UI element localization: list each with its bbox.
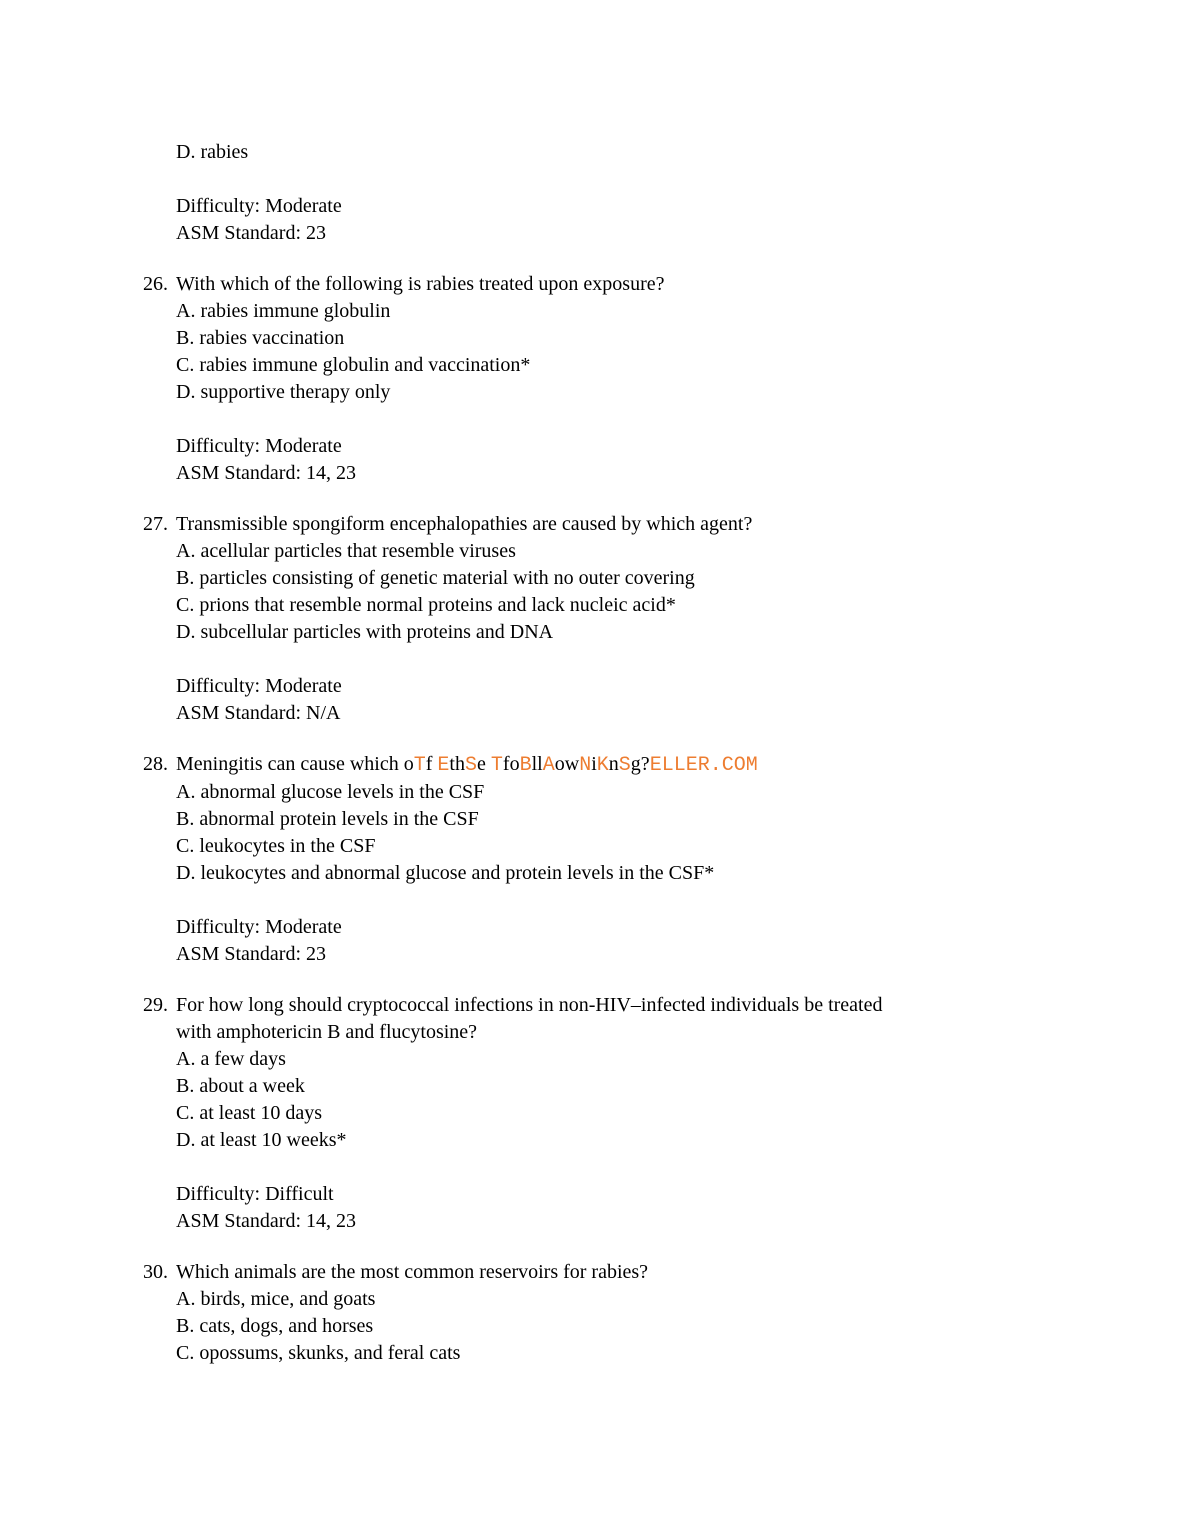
answer-option: A. birds, mice, and goats — [176, 1288, 376, 1310]
answer-option: B. about a week — [176, 1075, 305, 1097]
question-number: 29. — [143, 994, 168, 1016]
watermark-text: K — [596, 754, 609, 777]
question-body — [176, 992, 1070, 1235]
watermark-text: S — [464, 754, 477, 777]
question-number: 28. — [143, 753, 168, 775]
answer-option: C. at least 10 days — [176, 1102, 323, 1124]
question-item — [143, 1259, 1070, 1367]
question-text: For how long should cryptococcal infections in non-HIV–infected individuals be treated with amphotericin B and flucytosine? — [176, 994, 883, 1043]
question-number: 27. — [143, 513, 168, 535]
watermark-text: A — [542, 754, 555, 777]
answer-option: D. at least 10 weeks* — [176, 1129, 347, 1151]
question-text-fragment: ow — [554, 753, 580, 775]
difficulty-label: Difficulty: Moderate — [176, 435, 342, 457]
question-number: 30. — [143, 1261, 168, 1283]
question-text: Which animals are the most common reservoirs for rabies? — [176, 1261, 649, 1283]
question-text-fragment: n — [608, 753, 619, 775]
question-body — [176, 751, 1070, 968]
difficulty-label: Difficulty: Moderate — [176, 916, 342, 938]
answer-option: D. supportive therapy only — [176, 381, 391, 403]
answer-option: D. subcellular particles with proteins and DNA — [176, 621, 554, 643]
watermark-text: S — [618, 754, 631, 777]
watermark-text: ELLER.COM — [649, 754, 758, 777]
question-meta — [176, 914, 1070, 968]
asm-standard-label: ASM Standard: N/A — [176, 702, 341, 724]
watermark-text: T — [490, 754, 503, 777]
questions-container — [143, 271, 1070, 1367]
difficulty-label: Difficulty: Difficult — [176, 1183, 334, 1205]
answer-option: B. particles consisting of genetic material with no outer covering — [176, 567, 695, 589]
question-item — [143, 751, 1070, 968]
answer-option: A. acellular particles that resemble viruses — [176, 540, 516, 562]
question-body — [176, 1259, 1070, 1367]
question-text: Transmissible spongiform encephalopathies are caused by which agent? — [176, 513, 753, 535]
asm-standard-label: ASM Standard: 23 — [176, 943, 326, 965]
question-meta — [176, 673, 1070, 727]
difficulty-label: Difficulty: Moderate — [176, 195, 342, 217]
answer-option: A. rabies immune globulin — [176, 300, 391, 322]
watermark-text: E — [437, 754, 450, 777]
question-text-fragment: ll — [531, 753, 543, 775]
question-body — [176, 511, 1070, 727]
question-meta — [176, 433, 1070, 487]
answer-option: A. abnormal glucose levels in the CSF — [176, 781, 485, 803]
question-item — [143, 511, 1070, 727]
question-text: With which of the following is rabies treated upon exposure? — [176, 273, 665, 295]
watermark-text: N — [579, 754, 592, 777]
question-text-fragment: e — [477, 753, 491, 775]
question-meta — [176, 193, 1070, 247]
question-body — [176, 271, 1070, 487]
asm-standard-label: ASM Standard: 14, 23 — [176, 1210, 356, 1232]
asm-standard-label: ASM Standard: 23 — [176, 222, 326, 244]
watermark-text: B — [519, 754, 532, 777]
question-item — [143, 271, 1070, 487]
asm-standard-label: ASM Standard: 14, 23 — [176, 462, 356, 484]
difficulty-label: Difficulty: Moderate — [176, 675, 342, 697]
answer-option: B. cats, dogs, and horses — [176, 1315, 374, 1337]
answer-option: C. prions that resemble normal proteins and lack nucleic acid* — [176, 594, 676, 616]
answer-option: A. a few days — [176, 1048, 286, 1070]
question-meta — [176, 1181, 1070, 1235]
watermark-text: T — [413, 754, 426, 777]
previous-question-tail — [143, 139, 1070, 247]
answer-option: C. leukocytes in the CSF — [176, 835, 376, 857]
question-item — [143, 992, 1070, 1235]
question-text-fragment: fo — [502, 753, 520, 775]
answer-option: D. leukocytes and abnormal glucose and protein levels in the CSF* — [176, 862, 715, 884]
answer-option: B. abnormal protein levels in the CSF — [176, 808, 479, 830]
question-text-fragment: g? — [630, 753, 650, 775]
question-text-fragment: f — [425, 753, 438, 775]
question-text-fragment: th — [449, 753, 465, 775]
question-text — [176, 751, 1070, 779]
question-number: 26. — [143, 273, 168, 295]
answer-option: C. rabies immune globulin and vaccination* — [176, 354, 531, 376]
question-text-fragment: Meningitis can cause which o — [176, 753, 414, 775]
answer-option: C. opossums, skunks, and feral cats — [176, 1342, 461, 1364]
answer-option: D. rabies — [176, 141, 249, 163]
answer-option: B. rabies vaccination — [176, 327, 345, 349]
question-text-fragment: i — [591, 753, 597, 775]
